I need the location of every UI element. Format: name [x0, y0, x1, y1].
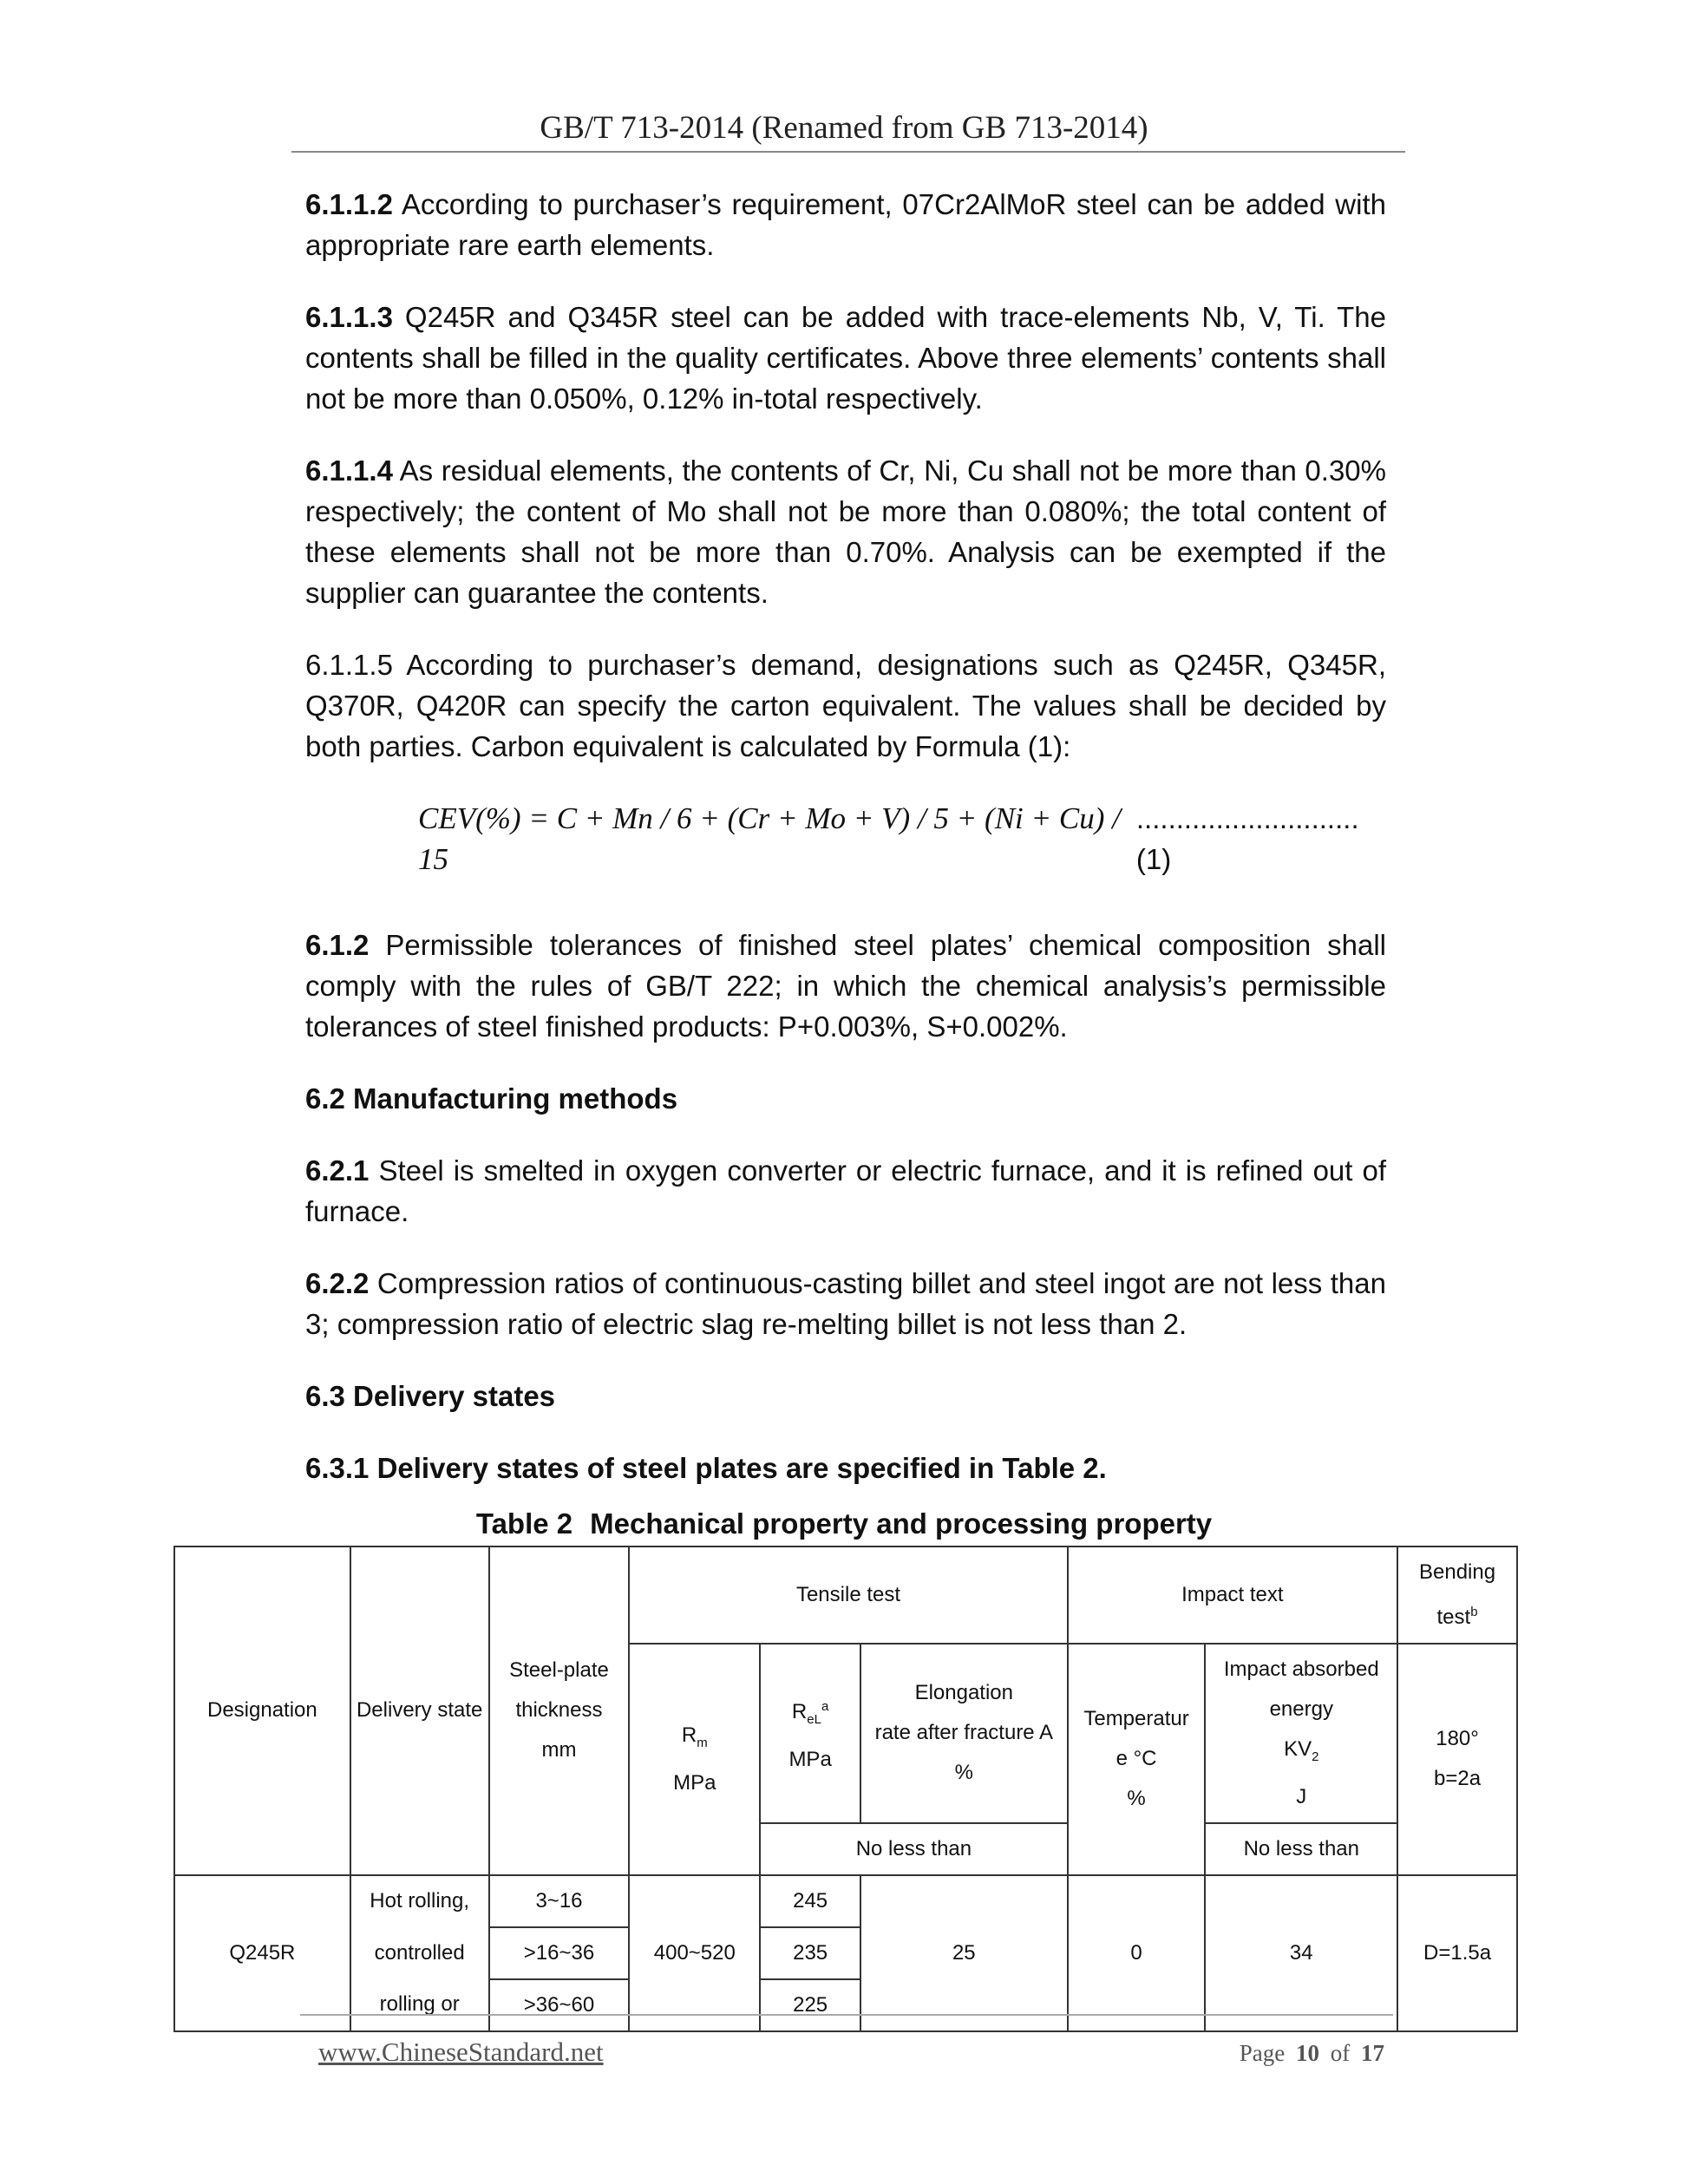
cell-thickness: >16~36 — [489, 1927, 630, 1979]
header-tensile-test: Tensile test — [629, 1546, 1067, 1644]
header-energy-line: Impact absorbed — [1223, 1658, 1379, 1681]
footer-website-link[interactable]: www.ChineseStandard.net — [318, 2037, 604, 2067]
formula-1 — [305, 798, 1386, 879]
table-caption — [0, 1507, 1688, 1540]
clause-6-1-1-3 — [305, 297, 1386, 419]
clause-text: Steel is smelted in oxygen converter or electric furnace, and it is refined out of furnace. — [305, 1154, 1386, 1227]
clause-text: According to purchaser’s requirement, 07Cr2AlMoR steel can be added with appropriate rare earth elements. — [305, 188, 1386, 261]
of-word: of — [1330, 2040, 1351, 2066]
energy-kv: KV — [1284, 1737, 1312, 1761]
clause-text: 6.1.1.5 According to purchaser’s demand, designations such as Q245R, Q345R, Q370R, Q420R can specify the carton equivalent. The values shall be decided by both parties. Carbon equivalent is calculated by Formula (1): — [305, 649, 1386, 762]
table-row — [174, 1875, 1517, 1927]
header-elongation — [860, 1644, 1068, 1823]
header-impact-energy — [1205, 1644, 1397, 1823]
cell-rm: 400~520 — [629, 1875, 760, 2031]
clause-number: 6.1.1.3 — [305, 301, 393, 333]
header-rm-unit: MPa — [673, 1770, 716, 1795]
header-no-less-than: No less than — [1205, 1823, 1397, 1875]
formula-label: ............................(1) — [1135, 802, 1359, 875]
clause-6-2-2 — [305, 1263, 1386, 1344]
header-bending-text: test — [1436, 1605, 1471, 1629]
header-bending-line: Bending — [1419, 1560, 1496, 1584]
clause-6-1-1-4 — [305, 450, 1386, 613]
cell-delivery-state: rolling or — [350, 1979, 489, 2031]
clause-text: Permissible tolerances of finished steel plates’ chemical composition shall comply with the rules of GB/T 222; in which the chemical analysis’s permissible tolerances of steel finished products: P+0.003%, S+0.002%. — [305, 929, 1386, 1043]
cell-temperature: 0 — [1068, 1875, 1206, 2031]
mechanical-property-table — [173, 1546, 1518, 2032]
bending-angle: 180° — [1436, 1727, 1479, 1751]
clause-number: 6.1.1.4 — [305, 454, 393, 487]
header-bending-note: b — [1470, 1605, 1478, 1619]
header-bending-spec — [1397, 1644, 1517, 1875]
footer-rule — [300, 2014, 1393, 2016]
table-header-row-1 — [174, 1546, 1517, 1644]
clause-6-1-1-5 — [305, 644, 1386, 767]
cell-designation: Q245R — [174, 1875, 350, 2031]
clause-number: 6.1.1.2 — [305, 188, 393, 220]
cell-rel: 235 — [760, 1927, 860, 1979]
rm-sub: m — [697, 1735, 708, 1750]
cell-rel: 245 — [760, 1875, 860, 1927]
cell-thickness: >36~60 — [489, 1979, 630, 2031]
header-energy-line — [1209, 1730, 1393, 1777]
header-thickness-line: mm — [541, 1738, 577, 1762]
cell-thickness: 3~16 — [489, 1875, 630, 1927]
header-rel — [760, 1644, 860, 1823]
heading-6-3: 6.3 Delivery states — [305, 1380, 556, 1412]
header-temperature — [1068, 1644, 1206, 1875]
energy-sub: 2 — [1312, 1749, 1319, 1764]
cell-bending: D=1.5a — [1397, 1875, 1517, 2031]
formula-expression: CEV(%) = C + Mn / 6 + (Cr + Mo + V) / 5 + (Ni + Cu) / 15 — [418, 801, 1121, 876]
cell-elongation: 25 — [860, 1875, 1068, 2031]
header-energy-line: J — [1296, 1784, 1307, 1808]
page-current: 10 — [1296, 2040, 1319, 2066]
table-caption-number: Table 2 — [475, 1507, 573, 1540]
header-rm-symbol — [633, 1716, 756, 1763]
header-thickness — [489, 1546, 630, 1875]
heading-6-2: 6.2 Manufacturing methods — [305, 1082, 678, 1115]
page-word: Page — [1239, 2040, 1286, 2066]
clause-number: 6.2.2 — [305, 1267, 370, 1299]
cell-delivery-state: Hot rolling, — [350, 1875, 489, 1927]
header-elongation-line: % — [954, 1761, 973, 1785]
header-designation: Designation — [174, 1546, 350, 1875]
document-body — [305, 184, 1386, 1520]
clause-6-2-1 — [305, 1150, 1386, 1232]
header-impact-text: Impact text — [1068, 1546, 1397, 1644]
cell-energy: 34 — [1205, 1875, 1397, 2031]
clause-text: Q245R and Q345R steel can be added with trace-elements Nb, V, Ti. The contents shall be filled in the quality certificates. Above three elements’ contents shall not be more than 0.050%, 0.12% in-total respectively. — [305, 301, 1386, 415]
header-thickness-line: thickness — [515, 1698, 603, 1723]
cell-delivery-state: controlled — [350, 1927, 489, 1979]
header-temperature-line: Temperatur — [1083, 1707, 1189, 1731]
cell-rel: 225 — [760, 1979, 860, 2031]
header-rule — [291, 151, 1405, 153]
header-bending-line — [1402, 1592, 1513, 1638]
clause-text: Compression ratios of continuous-casting billet and steel ingot are not less than 3; compression ratio of electric slag re-melting billet is not less than 2. — [305, 1267, 1386, 1340]
header-energy-line: energy — [1269, 1697, 1333, 1721]
clause-number: 6.1.2 — [305, 929, 370, 961]
page-total: 17 — [1361, 2040, 1384, 2066]
rel-base: R — [791, 1700, 808, 1723]
footer-page-number — [1240, 2040, 1390, 2067]
clause-6-1-1-2 — [305, 184, 1386, 265]
page-header-title: GB/T 713-2014 (Renamed from GB 713-2014) — [540, 110, 1148, 146]
header-rel-unit: MPa — [788, 1747, 832, 1771]
clause-number: 6.2.1 — [305, 1154, 370, 1187]
header-delivery-state: Delivery state — [350, 1546, 489, 1875]
header-no-less-than: No less than — [760, 1823, 1067, 1875]
header-elongation-line: rate after fracture A — [874, 1721, 1054, 1745]
bending-diameter: b=2a — [1434, 1767, 1482, 1791]
header-rel-symbol — [764, 1687, 856, 1740]
header-elongation-line: Elongation — [914, 1681, 1014, 1705]
table-caption-title: Mechanical property and processing property — [590, 1507, 1213, 1540]
header-rm — [629, 1644, 760, 1875]
rel-note: a — [821, 1699, 829, 1714]
header-temperature-line: e °C — [1116, 1747, 1157, 1771]
header-temperature-line: % — [1127, 1787, 1146, 1811]
clause-text: As residual elements, the contents of Cr, Ni, Cu shall not be more than 0.30% respectively; the content of Mo shall not be more than 0.080%; the total content of these elements shall not be more than 0.70%. Analysis can be exempted if the supplier can guarantee the contents. — [305, 454, 1386, 609]
heading-6-3-1: 6.3.1 Delivery states of steel plates are specified in Table 2. — [305, 1452, 1107, 1484]
rel-sub: eL — [807, 1711, 821, 1727]
header-thickness-line: Steel-plate — [509, 1658, 609, 1683]
header-bending-test — [1397, 1546, 1517, 1644]
clause-6-1-2 — [305, 925, 1386, 1047]
rm-base: R — [681, 1723, 697, 1747]
